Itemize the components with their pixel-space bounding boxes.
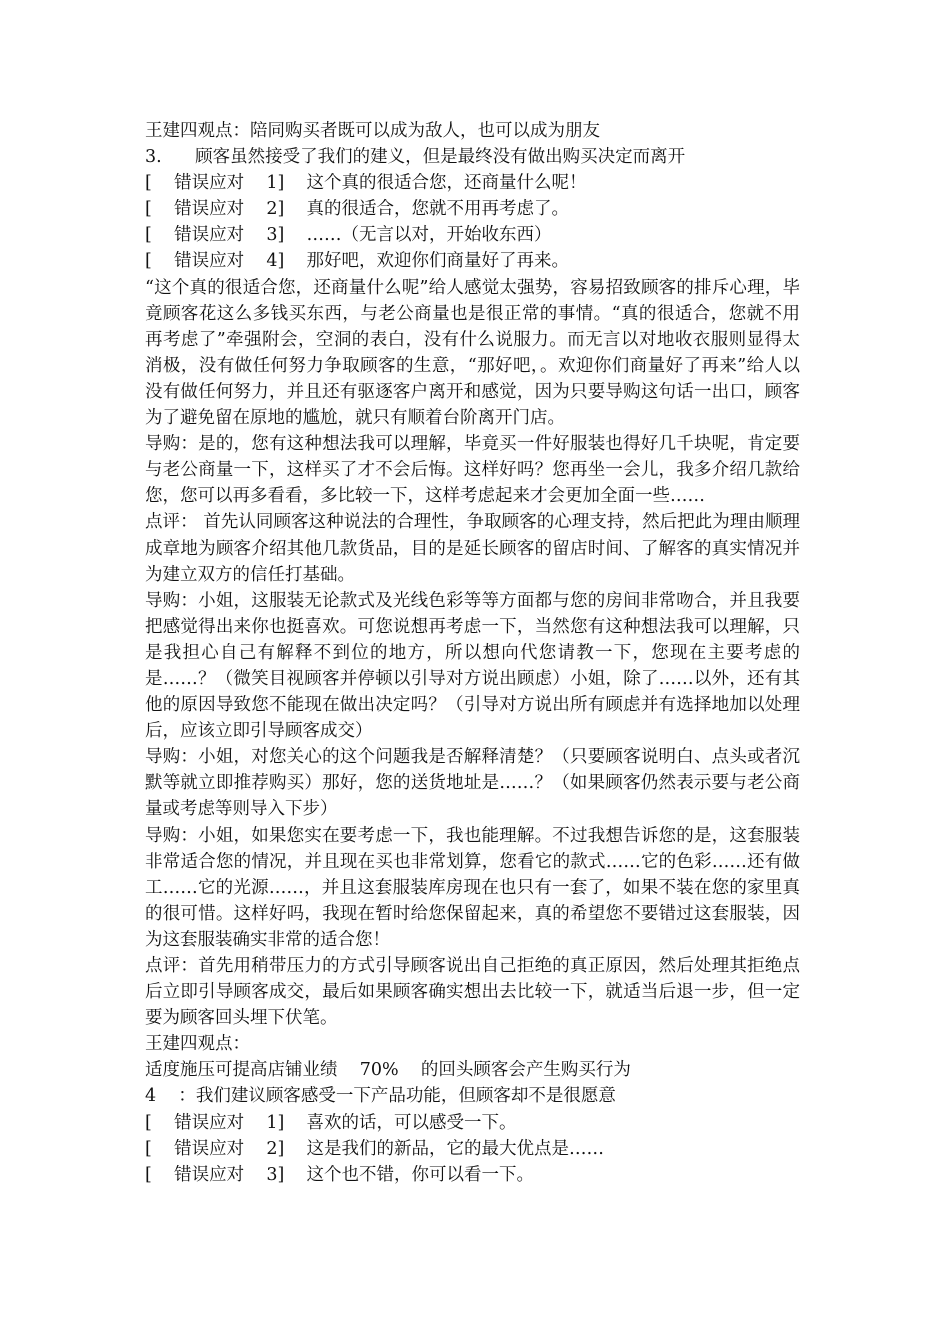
- analysis-paragraph: “这个真的很适合您，还商量什么呢”给人感觉太强势，容易招致顾客的排斥心理，毕竟顾客花这么多钱买东西，与老公商量也是很正常的事情。“真的很适合，您就不用再考虑了”牵强附会，空洞的表白，没有什么说服力。而无言以对地收衣服则显得太消极，没有做任何努力争取顾客的生意，“那好吧，。欢迎你们商量好了再来”给人以没有做任何努力，并且还有驱逐客户离开和感觉，因为只要导购这句话一出口，顾客为了避免留在原地的尴尬，就只有顺着台阶离开门店。: [145, 277, 800, 429]
- scenario-4-heading: 4 ：我们建议顾客感受一下产品功能，但顾客却不是很愿意: [145, 1086, 616, 1107]
- scenario-4-wrong-response-1: [ 错误应对 1] 喜欢的话，可以感受一下。: [145, 1112, 517, 1133]
- guide-script-3: 导购：小姐，对您关心的这个问题我是否解释清楚？（只要顾客说明白、点头或者沉默等就立即推荐购买）那好，您的送货地址是……？（如果顾客仍然表示要与老公商量或考虑等则导入下步）: [145, 747, 800, 820]
- wrong-response-1: [ 错误应对 1] 这个真的很适合您，还商量什么呢！: [145, 173, 587, 194]
- scenario-4-wrong-response-2: [ 错误应对 2] 这是我们的新品，它的最大优点是……: [145, 1138, 605, 1159]
- scenario-4-wrong-response-3: [ 错误应对 3] 这个也不错，你可以看一下。: [145, 1164, 535, 1185]
- scenario-3-heading: 3. 顾客虽然接受了我们的建义，但是最终没有做出购买决定而离开: [145, 147, 686, 168]
- viewpoint-heading-2: 王建四观点：: [145, 1034, 250, 1055]
- wrong-response-3: [ 错误应对 3] ……（无言以对，开始收东西）: [145, 225, 552, 246]
- document-page: [145, 118, 800, 1188]
- comment-1: 点评： 首先认同顾客这种说法的合理性，争取顾客的心理支持，然后把此为理由顺理成章地为顾客介绍其他几款货品，目的是延长顾客的留店时间、了解客的真实情况并为建立双方的信任打基础。: [145, 512, 800, 585]
- viewpoint-heading-1: 王建四观点：陪同购买者既可以成为敌人，也可以成为朋友: [145, 121, 600, 141]
- guide-script-4: 导购：小姐，如果您实在要考虑一下，我也能理解。不过我想告诉您的是，这套服装非常适合您的情况，并且现在买也非常划算，您看它的款式……它的色彩……还有做工……它的光源……，并且这套服装库房现在也只有一套了，如果不装在您的家里真的很可惜。这样好吗，我现在暂时给您保留起来，真的希望您不要错过这套服装，因为这套服装确实非常的适合您！: [145, 825, 800, 950]
- comment-2: 点评：首先用稍带压力的方式引导顾客说出自己拒绝的真正原因，然后处理其拒绝点后立即引导顾客成交，最后如果顾客确实想出去比较一下，就适当后退一步，但一定要为顾客回头埋下伏笔。: [145, 956, 800, 1029]
- wrong-response-4: [ 错误应对 4] 那好吧，欢迎你们商量好了再来。: [145, 251, 570, 272]
- viewpoint-statement: 适度施压可提高店铺业绩 70% 的回头顾客会产生购买行为: [145, 1060, 631, 1081]
- guide-script-2: 导购：小姐，这服装无论款式及光线色彩等等方面都与您的房间非常吻合，并且我要把感觉得出来你也挺喜欢。可您说想再考虑一下，当然您有这种想法我可以理解，只是我担心自己有解释不到位的地方，所以想向代您请教一下，您现在主要考虑的是……？（微笑目视顾客并停顿以引导对方说出顾虑）小姐，除了……以外，还有其他的原因导致您不能现在做出决定吗？（引导对方说出所有顾虑并有选择地加以处理后，应该立即引导顾客成交）: [145, 590, 800, 742]
- guide-script-1: 导购：是的，您有这种想法我可以理解，毕竟买一件好服装也得好几千块呢，肯定要与老公商量一下，这样买了才不会后悔。这样好吗？您再坐一会儿，我多介绍几款给您，您可以再多看看，多比较一下，这样考虑起来才会更加全面一些……: [145, 434, 800, 507]
- wrong-response-2: [ 错误应对 2] 真的很适合，您就不用再考虑了。: [145, 199, 570, 220]
